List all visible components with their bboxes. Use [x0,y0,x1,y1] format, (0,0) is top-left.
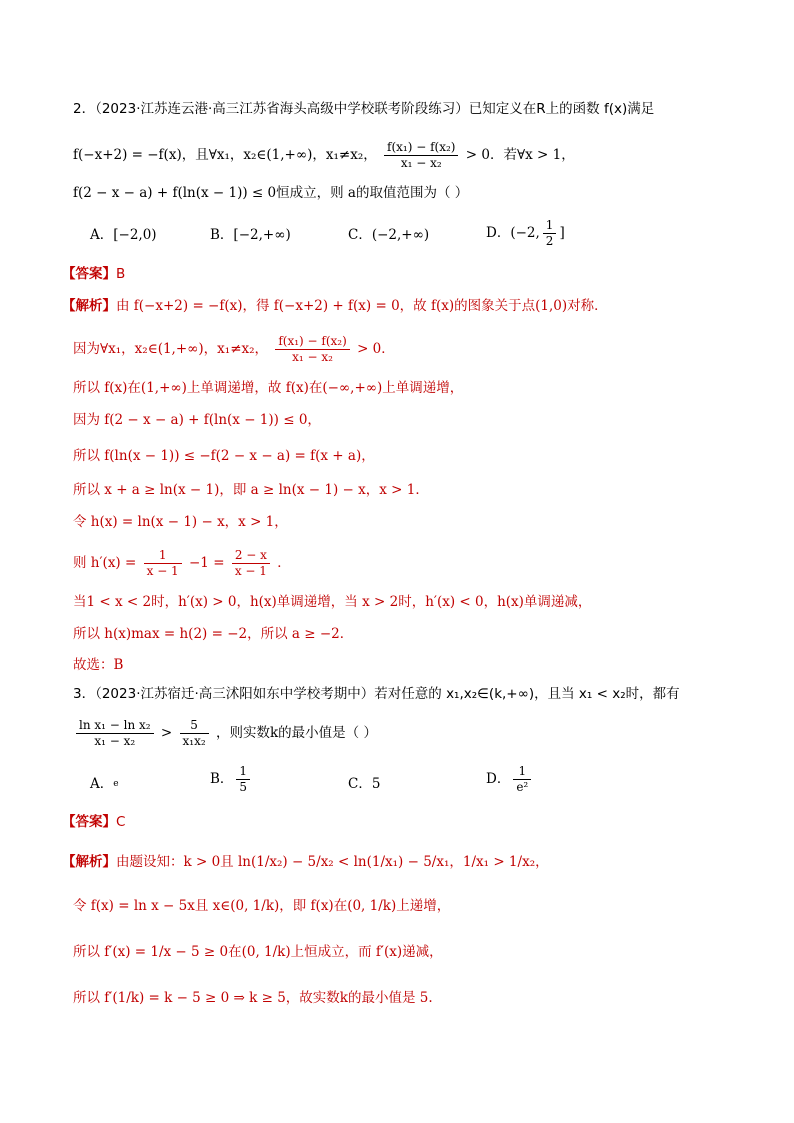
option-label: B． [210,771,234,787]
q2-analysis-line3: 所以 f(x)在(1,+∞)上单调递增，故 f(x)在(−∞,+∞)上单调递增， [73,380,464,396]
q2-option-a [90,225,157,245]
greater-than-sign: > [160,725,173,741]
answer-value: B [116,266,126,282]
option-fraction-den: 5 [239,780,248,794]
analysis-text: 由题设知：k > 0且 ln(1/x₂) − 5/x₂ < ln(1/x₁) − 5/x₁，1/x₁ > 1/x₂， [116,854,549,870]
analysis-text: 由 f(−x+2) = −f(x)，得 f(−x+2) + f(x) = 0，故 f(x)的图象关于点(1,0)对称． [116,298,608,314]
q3-stem-fraction-1 [76,718,154,749]
q3-analysis-line1 [62,852,549,872]
q2-analysis-line10: 所以 h(x)max = h(2) = −2，所以 a ≥ −2． [73,626,354,642]
option-label: C． [348,227,372,243]
option-label: A． [90,776,114,792]
fraction-den: x − 1 [234,564,267,578]
q3-option-a [90,774,119,794]
option-fraction-den: 2 [545,234,554,248]
q2-stem-line2 [73,140,575,171]
q3-option-b [210,764,253,795]
option-text-b: ] [559,225,565,241]
q2-analysis-line8 [73,548,291,579]
q2-option-b [210,225,291,245]
analysis-text-c: ． [277,555,291,571]
q2-analysis-line1 [62,296,608,316]
q3-analysis-line2: 令 f(x) = ln x − 5x且 x∈(0, 1/k)，即 f(x)在(0, 1/k)上递增， [73,898,451,914]
q3-analysis-line4: 所以 f′(1/k) = k − 5 ≥ 0 ⇒ k ≥ 5，故实数k的最小值是 5. [73,990,433,1006]
q3-option-c [348,774,380,794]
fraction-den: x₁ − x₂ [94,734,136,748]
q2-analysis-line2 [73,334,395,365]
option-label: C． [348,776,372,792]
analysis-text-b: −1 = [189,555,225,571]
option-fraction-num: 1 [513,764,531,780]
fraction-num: 2 − x [232,548,270,564]
analysis-fraction [275,334,349,365]
analysis-text-b: > 0． [357,341,395,357]
q2-option-d [486,218,565,249]
option-fraction [236,764,250,795]
fraction-den: x₁x₂ [182,734,206,748]
option-fraction-den: e² [516,780,529,794]
analysis-fraction-2 [232,548,270,579]
q2-stem-line2-a: f(−x+2) = −f(x)，且∀x₁，x₂∈(1,+∞)，x₁≠x₂， [73,147,377,163]
q3-stem-line2-b: ，则实数k的最小值是（ ） [215,725,377,741]
analysis-fraction-num: f(x₁) − f(x₂) [275,334,349,350]
analysis-fraction-den: x₁ − x₂ [292,350,333,364]
q3-stem-line2 [73,718,377,749]
q2-stem-line1: 2．（2023·江苏连云港·高三江苏省海头高级中学校联考阶段练习）已知定义在R上的函数 f(x)满足 [73,101,655,117]
q2-analysis-line5: 所以 f(ln(x − 1)) ≤ −f(2 − x − a) = f(x + a)， [73,448,375,464]
option-text: (−2,+∞) [371,227,430,243]
fraction-num: 5 [180,718,209,734]
option-text: 5 [371,776,381,792]
option-fraction-num: 1 [236,764,250,780]
analysis-tag: 【解析】 [62,298,116,314]
analysis-fraction-1 [144,548,182,579]
option-fraction [543,218,557,249]
q2-stem-fraction-den: x₁ − x₂ [400,156,442,170]
option-text-a: (−2, [510,225,540,241]
q2-stem-line3: f(2 − x − a) + f(ln(x − 1)) ≤ 0恒成立，则 a的取值范围为（ ） [73,185,469,201]
fraction-num: 1 [144,548,182,564]
option-fraction [513,764,531,795]
fraction-num: ln x₁ − ln x₂ [76,718,154,734]
q2-analysis-line9: 当1 < x < 2时，h′(x) > 0，h(x)单调递增，当 x > 2时，h′(x) < 0，h(x)单调递减， [73,594,592,610]
option-fraction-num: 1 [543,218,557,234]
q2-stem-fraction [384,140,458,171]
q2-analysis-line7: 令 h(x) = ln(x − 1) − x，x > 1， [73,514,288,530]
option-label: B． [210,227,234,243]
analysis-tag: 【解析】 [62,854,116,870]
analysis-text: 因为∀x₁，x₂∈(1,+∞)，x₁≠x₂， [73,341,269,357]
q2-option-c [348,225,429,245]
q3-stem-fraction-2 [180,718,209,749]
q3-option-d [486,764,534,795]
q3-stem-line1: 3．（2023·江苏宿迁·高三沭阳如东中学校考期中）若对任意的 x₁,x₂∈(k,+∞)，且当 x₁ < x₂时，都有 [73,686,680,702]
q2-analysis-line6: 所以 x + a ≥ ln(x − 1)，即 a ≥ ln(x − 1) − x，x > 1． [73,482,429,498]
q2-stem-fraction-num: f(x₁) − f(x₂) [384,140,458,156]
q2-answer [62,264,125,284]
option-text: e [113,779,119,789]
q3-analysis-line3: 所以 f′(x) = 1/x − 5 ≥ 0在(0, 1/k)上恒成立，而 f′(x)递减， [73,944,443,960]
option-label: A． [90,227,114,243]
q3-answer [62,812,125,832]
option-text: [−2,+∞) [233,227,291,243]
analysis-text: 则 h′(x) = [73,555,137,571]
answer-tag: 【答案】 [62,266,116,282]
answer-value: C [116,814,126,830]
fraction-den: x − 1 [146,564,179,578]
option-label: D． [486,225,511,241]
option-label: D． [486,771,511,787]
q2-analysis-line4: 因为 f(2 − x − a) + f(ln(x − 1)) ≤ 0， [73,412,321,428]
q2-analysis-line11: 故选：B [73,657,124,673]
q2-stem-line2-b: > 0．若∀x > 1， [465,147,575,163]
answer-tag: 【答案】 [62,814,116,830]
option-text: [−2,0) [113,227,157,243]
